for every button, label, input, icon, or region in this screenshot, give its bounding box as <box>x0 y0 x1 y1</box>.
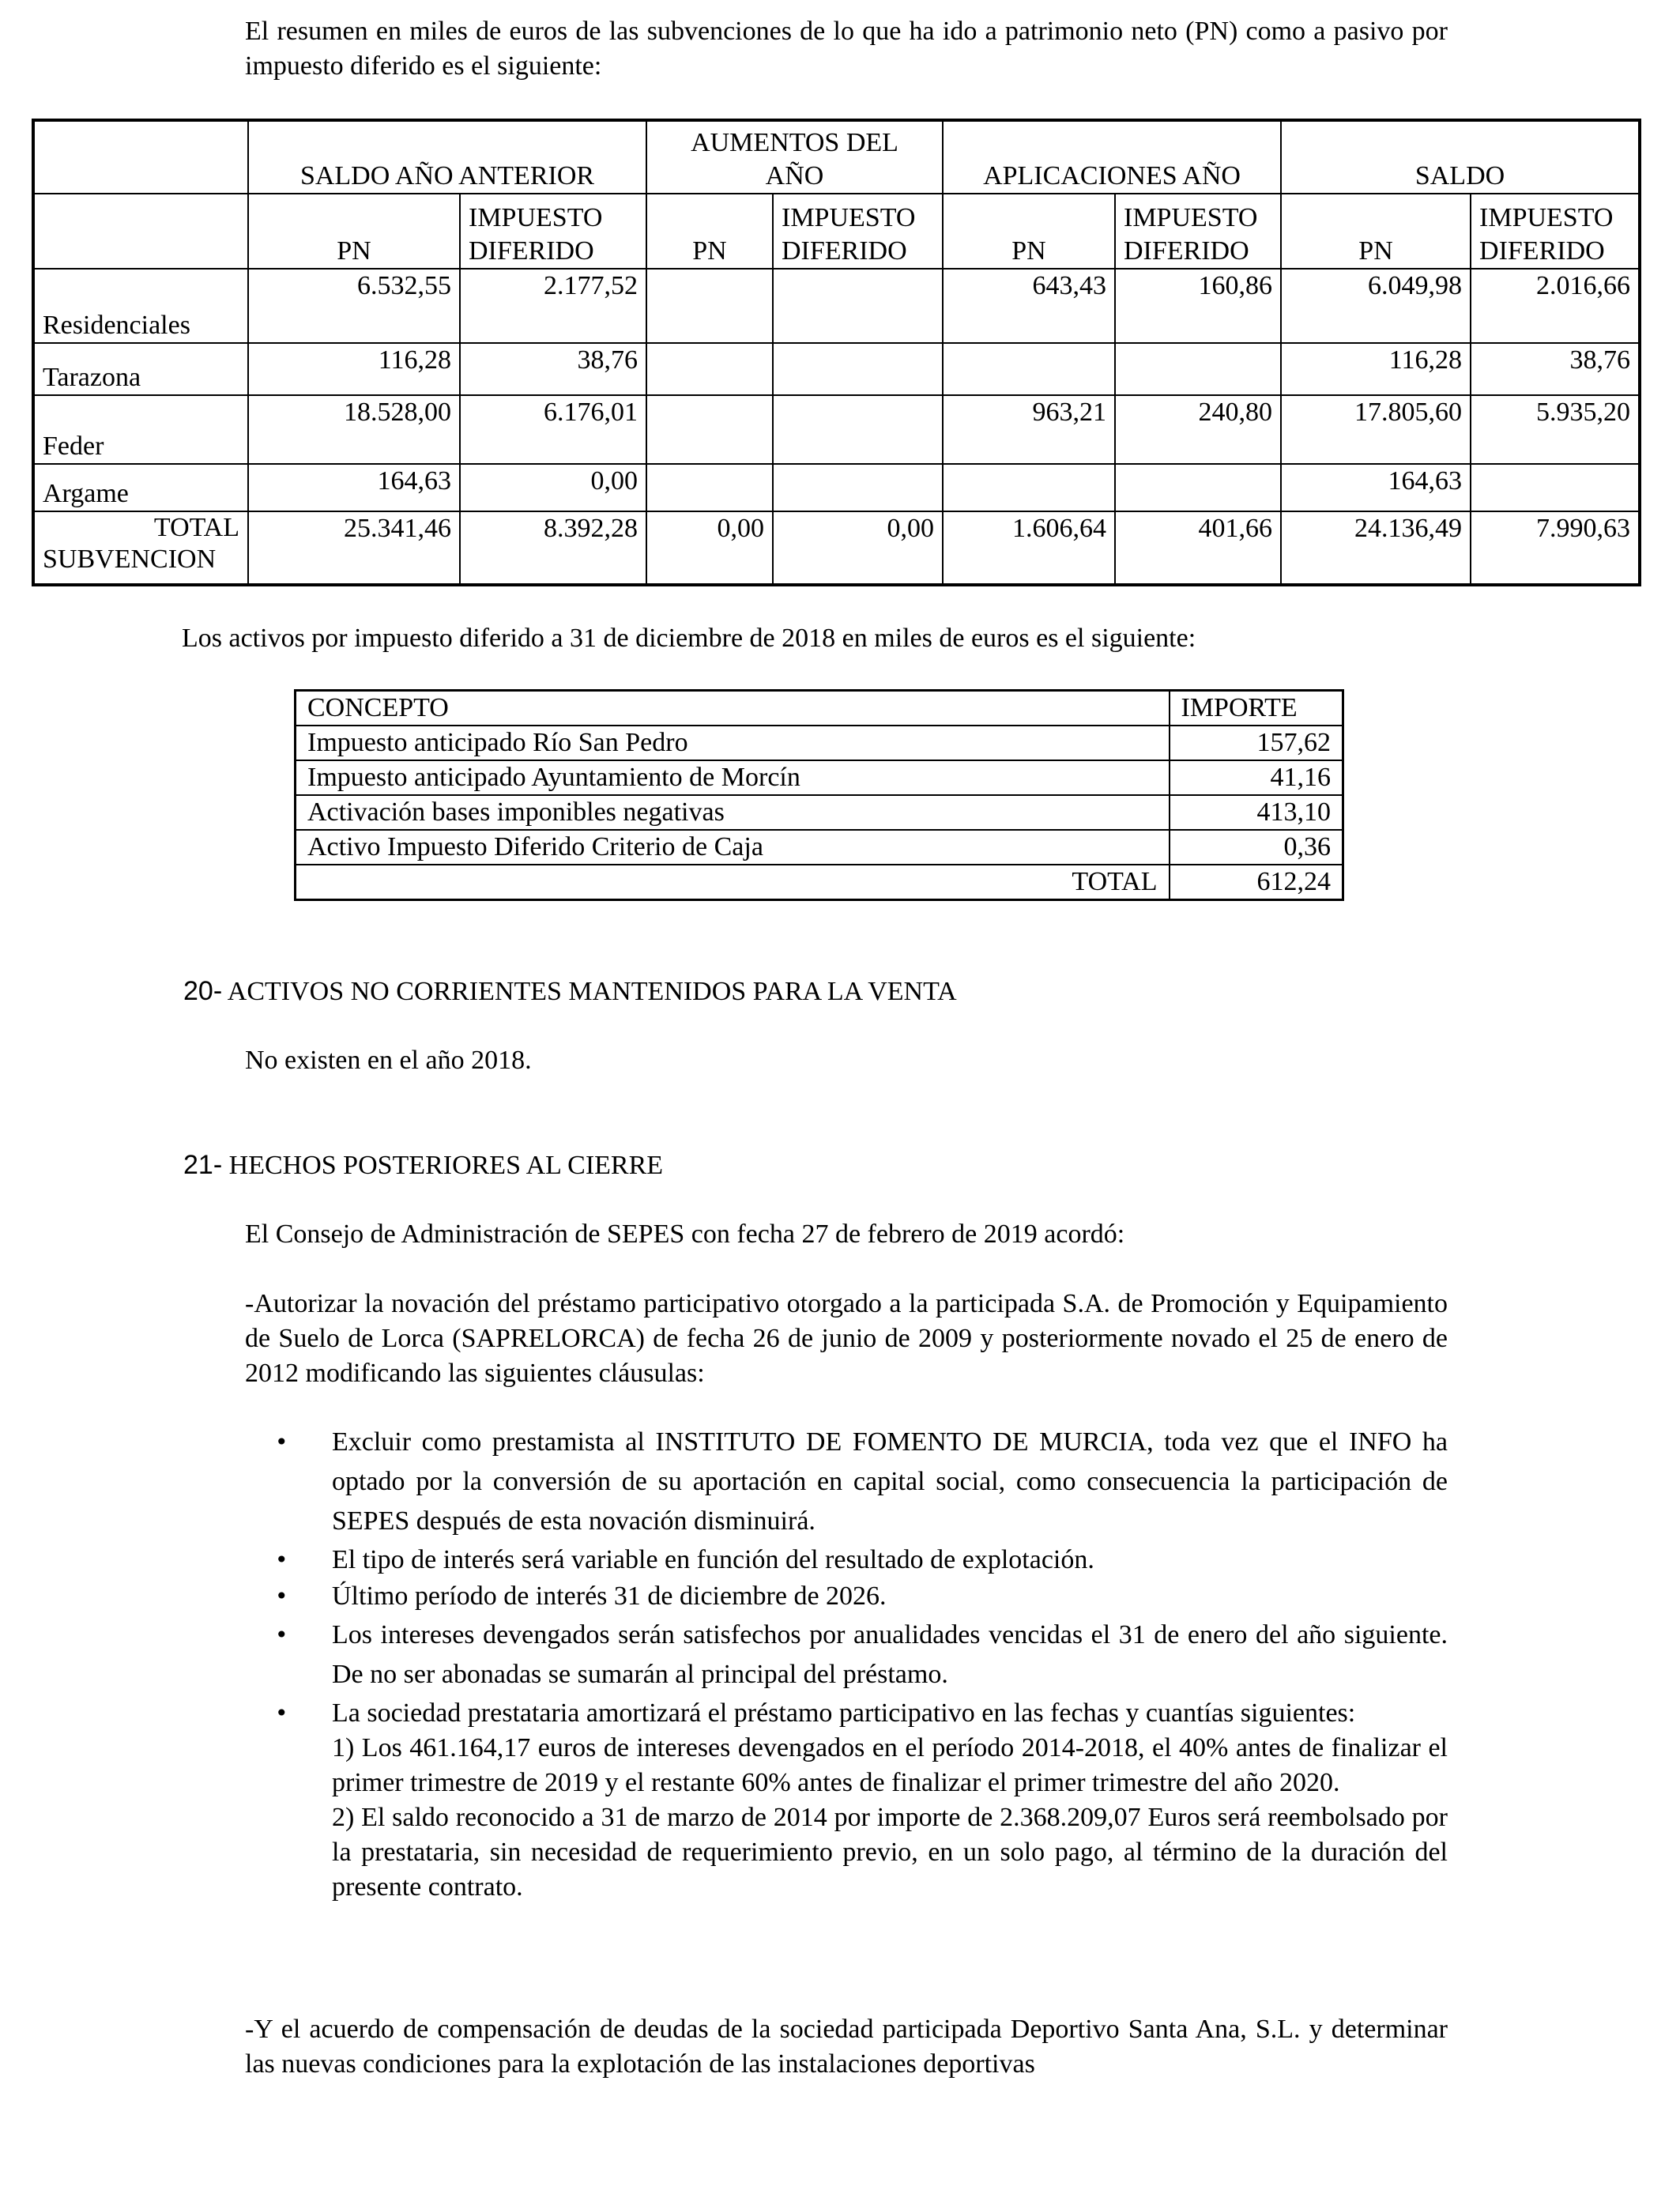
sub-clause-1: 1) Los 461.164,17 euros de intereses devengados en el período 2014-2018, el 40% antes de finalizar el primer trimestre de 2019 y el restante 60% antes de finalizar el primer trimestre del año 2020. <box>332 1733 1448 1797</box>
cell-value: 963,21 <box>943 395 1115 464</box>
bullet-icon: • <box>275 1429 288 1455</box>
list-item: • Los intereses devengados serán satisfechos por anualidades vencidas el 31 de enero del año siguiente. De no ser abonadas se sumarán al principal del préstamo. <box>332 1615 1448 1695</box>
cell-value <box>943 464 1115 511</box>
total-label: TOTAL <box>296 865 1170 900</box>
cell-value <box>1471 464 1640 511</box>
section-21-paragraph-3: -Y el acuerdo de compensación de deudas de la sociedad participada Deportivo Santa Ana, S.L. y determinar las nuevas condiciones para la explotación de las instalaciones deportivas <box>245 2015 1448 2079</box>
section-20-heading <box>183 974 957 1009</box>
bullet-icon: • <box>275 1547 288 1573</box>
subsidies-table <box>32 119 1641 586</box>
concepto-cell: Impuesto anticipado Río San Pedro <box>296 726 1170 760</box>
cell-value <box>1115 464 1281 511</box>
table-row <box>33 395 1640 464</box>
total-value: 7.990,63 <box>1471 511 1640 585</box>
header-aumentos-l1: AUMENTOS DEL <box>691 128 898 158</box>
total-value: 1.606,64 <box>943 511 1115 585</box>
cell-value <box>646 464 773 511</box>
section-20-body: No existen en el año 2018. <box>245 1046 532 1075</box>
header-concepto: CONCEPTO <box>296 691 1170 726</box>
cell-value: 5.935,20 <box>1471 395 1640 464</box>
subheader-pn: PN <box>943 194 1115 269</box>
concepto-cell: Activo Impuesto Diferido Criterio de Caja <box>296 830 1170 865</box>
cell-value <box>1115 343 1281 395</box>
cell-value: 17.805,60 <box>1281 395 1471 464</box>
table-row <box>296 830 1343 865</box>
table-row <box>296 795 1343 830</box>
list-item: • Último período de interés 31 de diciembre de 2026. <box>332 1579 1448 1614</box>
cell-value: 160,86 <box>1115 269 1281 342</box>
total-value: 0,00 <box>646 511 773 585</box>
bullet-icon: • <box>275 1700 288 1726</box>
importe-cell: 157,62 <box>1170 726 1343 760</box>
importe-cell: 41,16 <box>1170 760 1343 795</box>
cell-value: 116,28 <box>248 343 460 395</box>
list-item: • La sociedad prestataria amortizará el préstamo participativo en las fechas y cuantías siguientes: 1) Los 461.164,17 euros de intereses devengados en el período 2014-2018, el 40% antes de finalizar el primer trimestre de 2019 y el restante 60% antes de finalizar el primer trimestre del año 2020. 2) El saldo reconocido a 31 de marzo de 2014 por importe de 2.368.209,07 Euros será reembolsado por la prestataria, sin necesidad de requerimiento previo, en un solo pago, al término de la duración del presente contrato. <box>332 1696 1448 1905</box>
table-total-row <box>33 511 1640 585</box>
cell-value: 6.176,01 <box>460 395 646 464</box>
sub-clause-2: 2) El saldo reconocido a 31 de marzo de 2014 por importe de 2.368.209,07 Euros será reembolsado por la prestataria, sin necesidad de requerimiento previo, en un solo pago, al término de la duración del presente contrato. <box>332 1803 1448 1902</box>
table-row <box>33 269 1640 342</box>
cell-value: 38,76 <box>460 343 646 395</box>
corner-cell <box>33 120 248 194</box>
subheader-pn: PN <box>646 194 773 269</box>
section-number: 20- <box>183 976 223 1006</box>
deferred-assets-paragraph: Los activos por impuesto diferido a 31 de diciembre de 2018 en miles de euros es el siguiente: <box>182 624 1196 653</box>
cell-value <box>646 343 773 395</box>
subheader-impuesto: IMPUESTO DIFERIDO <box>1471 194 1640 269</box>
subheader-impuesto: IMPUESTO DIFERIDO <box>1115 194 1281 269</box>
cell-value: 0,00 <box>460 464 646 511</box>
cell-value: 2.016,66 <box>1471 269 1640 342</box>
total-label: TOTAL SUBVENCION <box>33 511 248 585</box>
concepto-cell: Activación bases imponibles negativas <box>296 795 1170 830</box>
list-item: • El tipo de interés será variable en función del resultado de explotación. <box>332 1543 1448 1578</box>
deferred-assets-table <box>294 689 1344 901</box>
header-saldo: SALDO <box>1281 120 1640 194</box>
cell-value <box>646 395 773 464</box>
total-value: 8.392,28 <box>460 511 646 585</box>
cell-value: 38,76 <box>1471 343 1640 395</box>
cell-value <box>646 269 773 342</box>
concepto-cell: Impuesto anticipado Ayuntamiento de Morcín <box>296 760 1170 795</box>
cell-value <box>773 464 943 511</box>
row-label: Feder <box>33 395 248 464</box>
importe-cell: 0,36 <box>1170 830 1343 865</box>
table-row <box>296 726 1343 760</box>
header-importe: IMPORTE <box>1170 691 1343 726</box>
header-aumentos-l2: AÑO <box>765 161 824 191</box>
cell-value: 164,63 <box>1281 464 1471 511</box>
table-row <box>33 343 1640 395</box>
cell-value: 6.049,98 <box>1281 269 1471 342</box>
cell-value <box>773 269 943 342</box>
table-row <box>33 464 1640 511</box>
cell-value <box>943 343 1115 395</box>
cell-value: 2.177,52 <box>460 269 646 342</box>
header-aplicaciones: APLICACIONES AÑO <box>943 120 1281 194</box>
subheader-blank <box>33 194 248 269</box>
intro-paragraph: El resumen en miles de euros de las subvenciones de lo que ha ido a patrimonio neto (PN) como a pasivo por impuesto diferido es el siguiente: <box>245 17 1448 81</box>
cell-value: 18.528,00 <box>248 395 460 464</box>
cell-value: 116,28 <box>1281 343 1471 395</box>
section-21-paragraph-2: -Autorizar la novación del préstamo participativo otorgado a la participada S.A. de Promoción y Equipamiento de Suelo de Lorca (SAPRELORCA) de fecha 26 de junio de 2009 y posteriormente novado el 25 de enero de 2012 modificando las siguientes cláusulas: <box>245 1289 1448 1388</box>
subheader-impuesto: IMPUESTO DIFERIDO <box>773 194 943 269</box>
subheader-impuesto: IMPUESTO DIFERIDO <box>460 194 646 269</box>
section-title: ACTIVOS NO CORRIENTES MANTENIDOS PARA LA VENTA <box>227 977 957 1006</box>
cell-value: 164,63 <box>248 464 460 511</box>
row-label: Tarazona <box>33 343 248 395</box>
table-total-row <box>296 865 1343 900</box>
subheader-pn: PN <box>248 194 460 269</box>
importe-cell: 413,10 <box>1170 795 1343 830</box>
section-number: 21- <box>183 1150 223 1180</box>
table-row <box>296 760 1343 795</box>
section-21-paragraph-1: El Consejo de Administración de SEPES con fecha 27 de febrero de 2019 acordó: <box>245 1220 1125 1249</box>
total-value: 0,00 <box>773 511 943 585</box>
clauses-list <box>275 1423 1448 1905</box>
header-aumentos <box>646 120 943 194</box>
section-21-heading <box>183 1148 663 1183</box>
cell-value <box>773 343 943 395</box>
row-label: Residenciales <box>33 269 248 342</box>
cell-value: 643,43 <box>943 269 1115 342</box>
cell-value <box>773 395 943 464</box>
total-value: 25.341,46 <box>248 511 460 585</box>
subheader-pn: PN <box>1281 194 1471 269</box>
cell-value: 240,80 <box>1115 395 1281 464</box>
cell-value: 6.532,55 <box>248 269 460 342</box>
total-value: 401,66 <box>1115 511 1281 585</box>
section-title: HECHOS POSTERIORES AL CIERRE <box>228 1151 664 1180</box>
bullet-icon: • <box>275 1583 288 1609</box>
total-value: 612,24 <box>1170 865 1343 900</box>
bullet-icon: • <box>275 1622 288 1648</box>
row-label: Argame <box>33 464 248 511</box>
total-value: 24.136,49 <box>1281 511 1471 585</box>
header-saldo-anterior: SALDO AÑO ANTERIOR <box>248 120 646 194</box>
list-item: • Excluir como prestamista al INSTITUTO DE FOMENTO DE MURCIA, toda vez que el INFO ha optado por la conversión de su aportación en capital social, como consecuencia la participación de SEPES después de esta novación disminuirá. <box>332 1423 1448 1541</box>
